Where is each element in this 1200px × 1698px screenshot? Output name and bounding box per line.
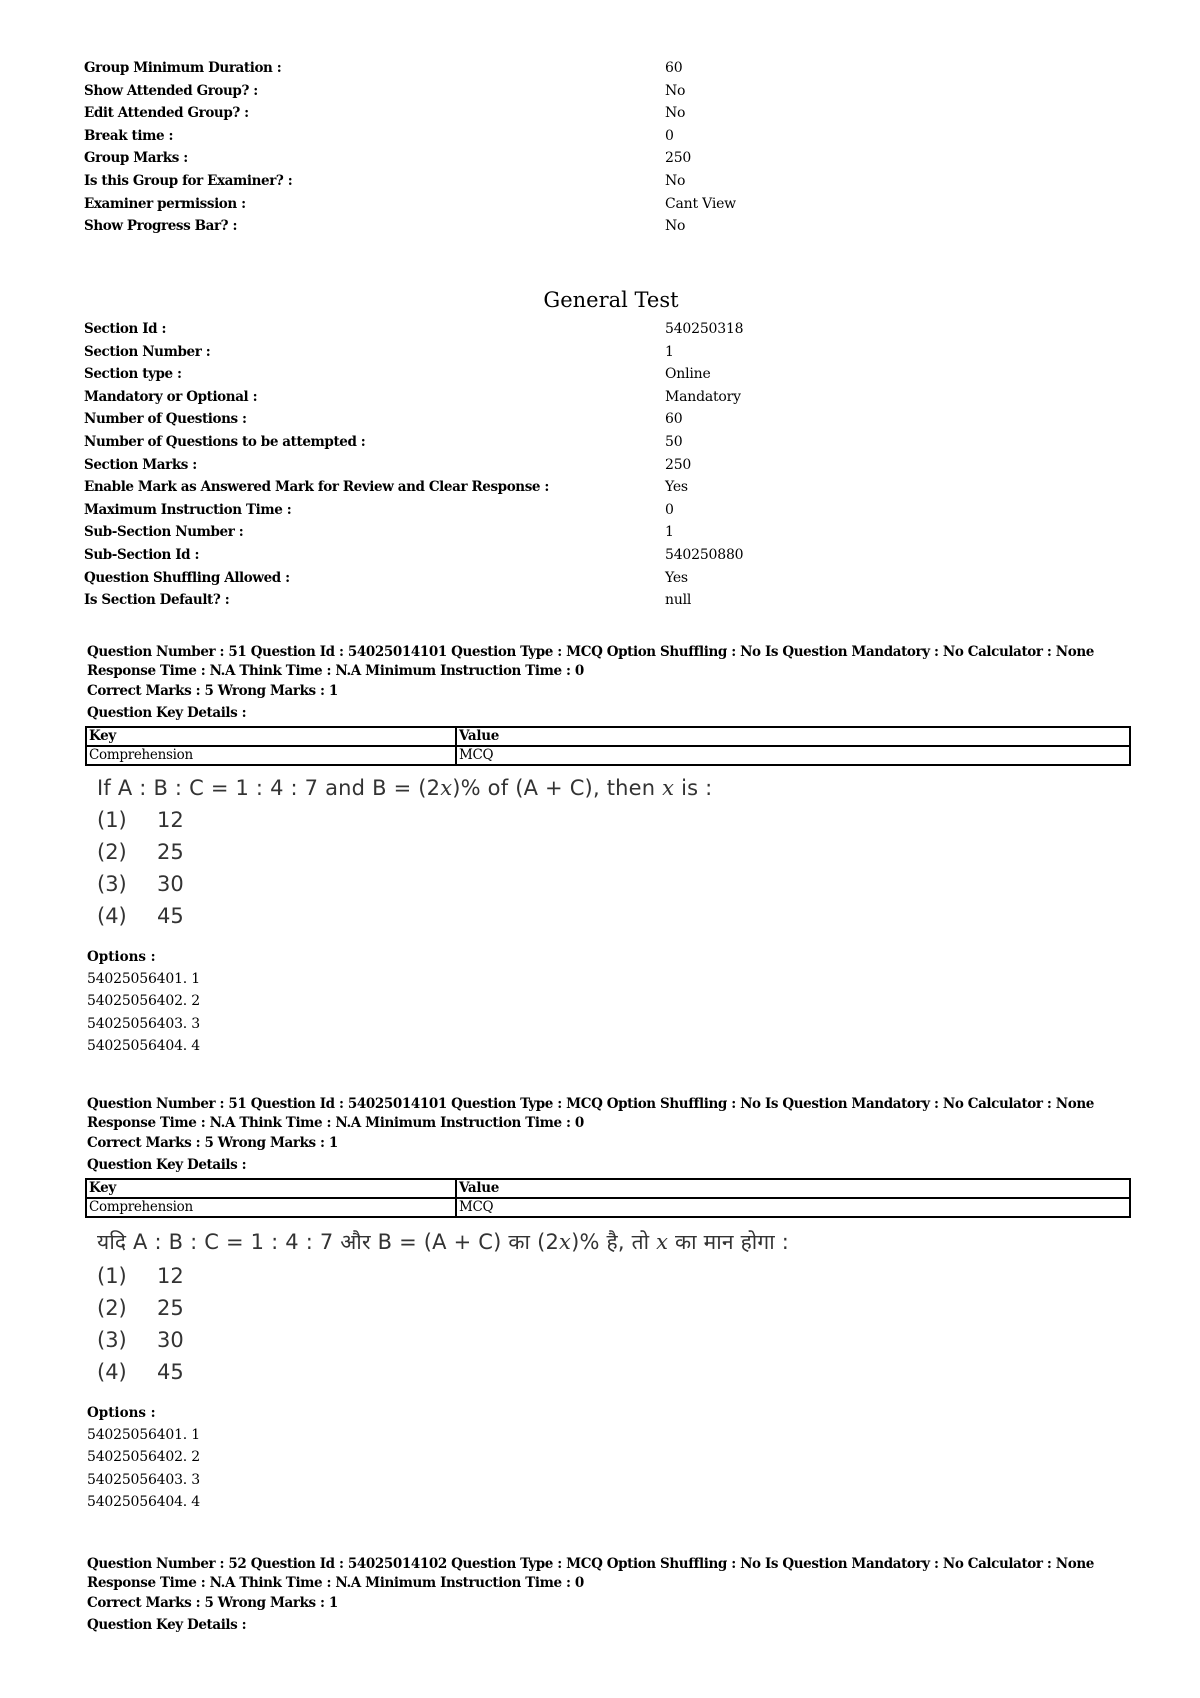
table-header-row xyxy=(86,1179,1130,1198)
section-info-list xyxy=(84,321,1144,615)
question-meta: Question Number : 51 Question Id : 54025014101 Question Type : MCQ Option Shuffling : No Is Question Mandatory : No Calculator : None xyxy=(87,1096,1094,1112)
info-value: No xyxy=(665,172,686,189)
question-text-part: )% of (A + C), then xyxy=(452,776,663,800)
table-cell-key: Comprehension xyxy=(86,746,456,765)
info-value: 0 xyxy=(665,127,674,144)
question-text-part: यदि A : B : C = 1 : 4 : 7 और B = (A + C) का (2 xyxy=(97,1230,560,1254)
question-key-details-label: Question Key Details : xyxy=(87,705,247,721)
section-title: General Test xyxy=(543,288,679,312)
info-value: 1 xyxy=(665,524,674,541)
choice-number: (3) xyxy=(97,1328,127,1352)
question-key-table xyxy=(85,726,1131,766)
info-value: Mandatory xyxy=(665,388,741,405)
info-value: 0 xyxy=(665,501,674,518)
table-header-key: Key xyxy=(86,1179,456,1198)
question-marks: Correct Marks : 5 Wrong Marks : 1 xyxy=(87,1595,338,1611)
section-info-row xyxy=(84,321,1144,344)
question-variable: x xyxy=(559,1230,572,1254)
info-key: Section Number : xyxy=(84,343,211,360)
info-value: No xyxy=(665,218,686,235)
section-info-row xyxy=(84,411,1144,434)
info-key: Question Shuffling Allowed : xyxy=(84,569,290,586)
info-value: Yes xyxy=(665,569,688,586)
option-item: 54025056404. 4 xyxy=(87,1037,200,1054)
info-key: Is Section Default? : xyxy=(84,592,230,609)
table-cell-value: MCQ xyxy=(456,746,1130,765)
section-info-row xyxy=(84,479,1144,502)
question-text-part: का मान होगा : xyxy=(668,1230,789,1254)
choice-value: 12 xyxy=(157,808,184,832)
option-item: 54025056404. 4 xyxy=(87,1493,200,1510)
choice-number: (4) xyxy=(97,1360,127,1384)
info-key: Show Progress Bar? : xyxy=(84,218,238,235)
section-info-row xyxy=(84,434,1144,457)
choice-list xyxy=(87,804,1137,932)
table-header-value: Value xyxy=(456,727,1130,746)
info-key: Mandatory or Optional : xyxy=(84,388,258,405)
info-key: Is this Group for Examiner? : xyxy=(84,172,293,189)
group-info-row xyxy=(84,218,1144,241)
option-item: 54025056402. 2 xyxy=(87,1449,200,1466)
choice-value: 25 xyxy=(157,1296,184,1320)
group-info-row xyxy=(84,83,1144,106)
section-info-row xyxy=(84,366,1144,389)
choice-item xyxy=(97,1260,1137,1292)
question-key-table xyxy=(85,1178,1131,1218)
table-header-row xyxy=(86,727,1130,746)
table-cell-value: MCQ xyxy=(456,1198,1130,1217)
info-key: Break time : xyxy=(84,127,174,144)
section-info-row xyxy=(84,344,1144,367)
info-value: 250 xyxy=(665,456,692,473)
option-item: 54025056403. 3 xyxy=(87,1471,200,1488)
section-info-row xyxy=(84,389,1144,412)
question-variable: x xyxy=(656,1230,669,1254)
info-value: Cant View xyxy=(665,195,736,212)
info-key: Examiner permission : xyxy=(84,195,246,212)
choice-number: (1) xyxy=(97,808,127,832)
question-variable: x xyxy=(440,776,453,800)
info-key: Maximum Instruction Time : xyxy=(84,501,292,518)
question-meta-times: Response Time : N.A Think Time : N.A Minimum Instruction Time : 0 xyxy=(87,1114,584,1131)
choice-value: 45 xyxy=(157,904,184,928)
question-meta: Question Number : 51 Question Id : 54025014101 Question Type : MCQ Option Shuffling : No Is Question Mandatory : No Calculator : None xyxy=(87,644,1094,660)
options-label: Options : xyxy=(87,949,156,965)
info-key: Group Minimum Duration : xyxy=(84,60,282,76)
section-info-row xyxy=(84,524,1144,547)
info-value: 60 xyxy=(665,411,683,428)
choice-item xyxy=(97,1292,1137,1324)
choice-number: (1) xyxy=(97,1264,127,1288)
info-value: Online xyxy=(665,366,711,383)
group-info-row xyxy=(84,196,1144,219)
question-meta-times: Response Time : N.A Think Time : N.A Minimum Instruction Time : 0 xyxy=(87,662,584,679)
choice-item xyxy=(97,804,1137,836)
choice-item xyxy=(97,1324,1137,1356)
choice-number: (4) xyxy=(97,904,127,928)
table-header-value: Value xyxy=(456,1179,1130,1198)
option-item: 54025056401. 1 xyxy=(87,971,200,987)
question-text xyxy=(97,776,1137,800)
question-block xyxy=(87,1555,1137,1636)
choice-item xyxy=(97,868,1137,900)
table-header-key: Key xyxy=(86,727,456,746)
choice-value: 30 xyxy=(157,872,184,896)
question-text-part: )% है, तो xyxy=(571,1230,657,1254)
option-item: 54025056403. 3 xyxy=(87,1015,200,1032)
question-block xyxy=(87,643,1137,1057)
question-marks: Correct Marks : 5 Wrong Marks : 1 xyxy=(87,1135,338,1151)
table-cell-key: Comprehension xyxy=(86,1198,456,1217)
info-value: 60 xyxy=(665,60,683,76)
choice-item xyxy=(97,836,1137,868)
choice-value: 30 xyxy=(157,1328,184,1352)
question-text xyxy=(97,1228,1137,1256)
group-info-list xyxy=(84,60,1144,241)
info-value: Yes xyxy=(665,479,688,496)
info-key: Group Marks : xyxy=(84,150,188,167)
info-key: Number of Questions : xyxy=(84,411,247,428)
question-meta: Question Number : 52 Question Id : 54025014102 Question Type : MCQ Option Shuffling : No Is Question Mandatory : No Calculator : None xyxy=(87,1556,1094,1572)
option-item: 54025056401. 1 xyxy=(87,1427,200,1443)
option-item: 54025056402. 2 xyxy=(87,993,200,1010)
choice-number: (3) xyxy=(97,872,127,896)
section-info-row xyxy=(84,502,1144,525)
group-info-row xyxy=(84,105,1144,128)
section-info-row xyxy=(84,457,1144,480)
info-key: Section Marks : xyxy=(84,456,197,473)
section-info-row xyxy=(84,570,1144,593)
info-key: Sub-Section Number : xyxy=(84,524,244,541)
group-info-row xyxy=(84,150,1144,173)
choice-value: 12 xyxy=(157,1264,184,1288)
info-value: null xyxy=(665,592,692,609)
choice-number: (2) xyxy=(97,840,127,864)
question-text-part: If A : B : C = 1 : 4 : 7 and B = (2 xyxy=(97,776,441,800)
choice-value: 25 xyxy=(157,840,184,864)
choice-value: 45 xyxy=(157,1360,184,1384)
table-row xyxy=(86,1198,1130,1217)
info-key: Sub-Section Id : xyxy=(84,546,200,563)
table-row xyxy=(86,746,1130,765)
question-meta-times: Response Time : N.A Think Time : N.A Minimum Instruction Time : 0 xyxy=(87,1574,584,1591)
question-text-part: is : xyxy=(674,776,713,800)
choice-item xyxy=(97,900,1137,932)
info-value: No xyxy=(665,105,686,122)
question-marks: Correct Marks : 5 Wrong Marks : 1 xyxy=(87,683,338,699)
info-key: Section Id : xyxy=(84,321,167,337)
question-block xyxy=(87,1095,1137,1513)
info-value: 250 xyxy=(665,150,692,167)
info-key: Section type : xyxy=(84,366,182,383)
section-info-row xyxy=(84,547,1144,570)
info-value: 540250318 xyxy=(665,321,744,337)
choice-number: (2) xyxy=(97,1296,127,1320)
group-info-row xyxy=(84,173,1144,196)
group-info-row xyxy=(84,128,1144,151)
options-label: Options : xyxy=(87,1405,156,1421)
info-key: Show Attended Group? : xyxy=(84,82,258,99)
info-key: Number of Questions to be attempted : xyxy=(84,433,366,450)
info-value: No xyxy=(665,82,686,99)
info-key: Edit Attended Group? : xyxy=(84,105,249,122)
section-info-row xyxy=(84,592,1144,615)
info-key: Enable Mark as Answered Mark for Review and Clear Response : xyxy=(84,479,549,496)
info-value: 50 xyxy=(665,433,683,450)
question-key-details-label: Question Key Details : xyxy=(87,1617,247,1633)
info-value: 540250880 xyxy=(665,546,744,563)
choice-list xyxy=(87,1260,1137,1388)
question-variable: x xyxy=(662,776,675,800)
group-info-row xyxy=(84,60,1144,83)
choice-item xyxy=(97,1356,1137,1388)
info-value: 1 xyxy=(665,343,674,360)
question-key-details-label: Question Key Details : xyxy=(87,1157,247,1173)
